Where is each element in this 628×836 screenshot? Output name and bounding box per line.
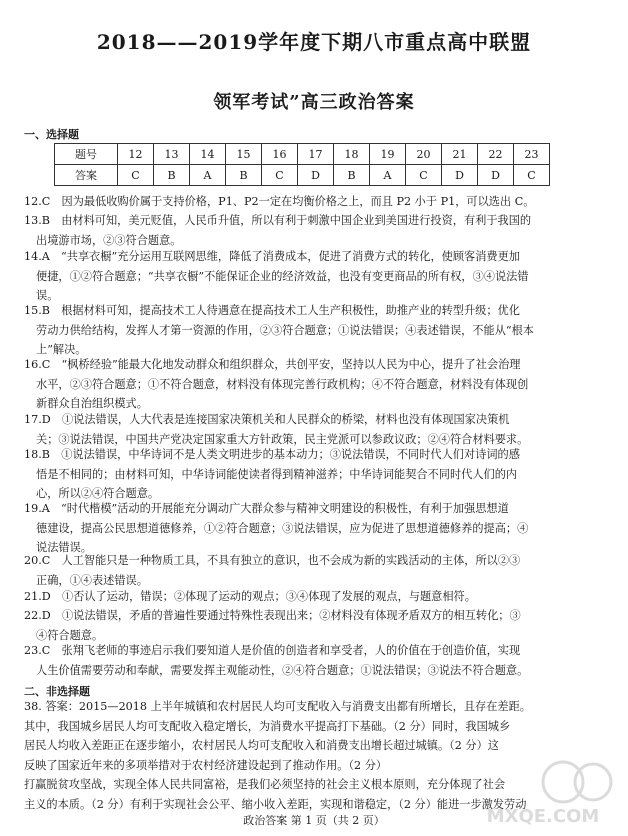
explanation-line: 人生价值需要劳动和奉献，需要发挥主观能动性，②④符合题意；①说法错误；③说法不符合题意。: [36, 663, 529, 677]
table-cell-answer: D: [298, 165, 334, 186]
explanation-line: 便捷，①②符合题意；“共享衣橱”不能保证企业的经济效益，也没有变更商品的所有权，③④说法错: [36, 269, 529, 283]
table-cell-number: 16: [262, 144, 298, 165]
question-explanation: [24, 499, 608, 558]
table-cell-number: 20: [406, 144, 442, 165]
table-cell-answer: D: [442, 165, 478, 186]
explanation-line: 出境游市场，②③符合题意。: [36, 233, 182, 247]
answer-table: [54, 143, 550, 186]
explanation-line: 21.D ①否认了运动，错误；②体现了运动的观点；③④体现了发展的观点，与题意相符。: [24, 590, 476, 603]
question-explanation: [24, 606, 608, 645]
explanation-line: 关；③说法错误，中国共产党决定国家重大方针政策，民主党派可以参政议政；②④符合材料要求。: [36, 432, 529, 446]
table-cell-answer: C: [514, 165, 550, 186]
explanation-line: 17.D ①说法错误，人大代表是连接国家决策机关和人民群众的桥梁，材料也没有体现国家决策机: [24, 413, 510, 426]
answer-line: 反映了国家近年来的多项举措对于农村经济建设起到了推动作用。（2 分）: [24, 758, 388, 772]
explanation-line: 德建设，提高公民思想道德修养，①②符合题意；③说法错误，应为促进了思想道德修养的提高；④: [36, 521, 529, 535]
page-footer: 政治答案 第 1 页（共 2 页）: [243, 814, 385, 827]
explanation-line: 正确，①④表述错误。: [36, 573, 148, 587]
explanation-line: ④符合题意。: [36, 628, 104, 642]
section-heading-choice: 一、选择题: [24, 128, 79, 141]
document-title: 2018——2019学年度下期八市重点高中联盟: [96, 30, 532, 54]
question-explanation: [24, 192, 608, 212]
table-cell-number: 18: [334, 144, 370, 165]
table-cell-number: 17: [298, 144, 334, 165]
section-heading-nonchoice: 二、非选择题: [24, 685, 90, 698]
answer-table-answer-row: [55, 165, 550, 186]
table-cell-number: 21: [442, 144, 478, 165]
explanation-line: 心，所以②④符合题意。: [36, 487, 160, 501]
watermark-text: MXQE.COM: [486, 806, 600, 827]
explanation-line: 14.A “共享衣橱”充分运用互联网思维，降低了消费成本，促进了消费方式的转化，使顾客消费更加: [24, 250, 520, 263]
explanation-line: 新群众自治组织模式。: [36, 397, 148, 411]
explanation-line: 劳动力供给结构，发挥人才第一资源的作用，②③符合题意；①说法错误；④表述错误，不能从“根本: [36, 323, 534, 337]
explanation-line: 上”解决。: [36, 343, 87, 357]
explanation-line: 悟是不相同的；由材料可知，中华诗词能使读者得到精神滋养；中华诗词能契合不同时代人们的内: [36, 467, 518, 481]
explanation-line: 15.B 根据材料可知，提高技术工人待遇意在提高技术工人生产积极性，助推产业的转型升级；优化: [24, 304, 520, 317]
explanation-line: 16.C “枫桥经验”能最大化地发动群众和组织群众，共创平安，坚持以人民为中心，提升了社会治理: [24, 358, 521, 371]
explanation-line: 20.C 人工智能只是一种物质工具，不具有独立的意识，也不会成为新的实践活动的主体，所以②③: [24, 554, 521, 567]
explanation-line: 19.A “时代楷模”活动的开展能充分调动广大群众参与精神文明建设的积极性，有利于加强思想道: [24, 502, 509, 515]
question-explanation: [24, 247, 608, 306]
answer-line: 居民人均收入差距正在逐步缩小，农村居民人均可支配收入和消费支出增长超过城镇。（2 分）这: [24, 739, 499, 753]
answer-table-number-row: [55, 144, 550, 165]
question-explanation: [24, 410, 608, 449]
question-explanation: [24, 355, 608, 414]
explanation-line: 水平，②③符合题意；①不符合题意，材料没有体现完善行政机构；④不符合题意，材料没有体现创: [36, 377, 529, 391]
table-cell-number: 14: [190, 144, 226, 165]
table-cell-answer: C: [262, 165, 298, 186]
question-explanation: [24, 445, 608, 504]
question-explanation: [24, 211, 608, 250]
answer-line: 打赢脱贫攻坚战，实现全体人民共同富裕，是我们必须坚持的社会主义根本原则，充分体现了社会: [24, 778, 506, 792]
table-cell-number: 13: [154, 144, 190, 165]
question-explanation: [24, 301, 608, 360]
table-cell-number: 19: [370, 144, 406, 165]
explanation-line: 误。: [36, 289, 59, 303]
explanation-line: 18.B ①说法错误，中华诗词不是人类文明进步的基本动力；③说法错误，不同时代人们对诗词的感: [24, 448, 520, 461]
table-header-answer: 答案: [55, 165, 118, 186]
table-cell-answer: B: [154, 165, 190, 186]
table-cell-answer: B: [226, 165, 262, 186]
explanation-line: 22.D ①说法错误，矛盾的普遍性要通过特殊性表现出来；②材料没有体现矛盾双方的相互转化；③: [24, 609, 521, 622]
explanation-line: 12.C 因为最低收购价属于支持价格，P1、P2一定在均衡价格之上，而且 P2 小于 P1，可以选出 C。: [24, 195, 535, 208]
table-cell-number: 15: [226, 144, 262, 165]
explanation-line: 23.C 张翔飞老师的事迹启示我们要知道人是价值的创造者和享受者，人的价值在于创造价值，实现: [24, 644, 521, 657]
table-cell-number: 22: [478, 144, 514, 165]
answer-line: 38. 答案：2015—2018 上半年城镇和农村居民人均可支配收入与消费支出都有所增长，且存在差距。: [24, 700, 531, 713]
table-cell-number: 23: [514, 144, 550, 165]
table-cell-answer: D: [478, 165, 514, 186]
table-cell-answer: C: [118, 165, 154, 186]
table-cell-answer: B: [334, 165, 370, 186]
answer-line: 其中，我国城乡居民人均可支配收入稳定增长，为消费水平提高打下基础。（2 分）同时，我国城乡: [24, 719, 511, 733]
explanation-line: 说法错误。: [36, 541, 92, 555]
answer-line: 主义的本质。（2 分）有利于实现社会公平、缩小收入差距，实现和谐稳定，（2 分）能进一步激发劳动: [24, 797, 527, 811]
question-explanation: [24, 641, 608, 680]
table-header-number: 题号: [55, 144, 118, 165]
table-cell-answer: C: [406, 165, 442, 186]
question-explanation: [24, 551, 608, 590]
explanation-line: 13.B 由材料可知，美元贬值，人民币升值，所以有利于刺激中国企业到美国进行投资，有利于我国的: [24, 214, 532, 227]
table-cell-number: 12: [118, 144, 154, 165]
table-cell-answer: A: [190, 165, 226, 186]
document-subtitle: 领军考试”高三政治答案: [213, 92, 415, 113]
question-explanation: [24, 587, 608, 607]
table-cell-answer: A: [370, 165, 406, 186]
